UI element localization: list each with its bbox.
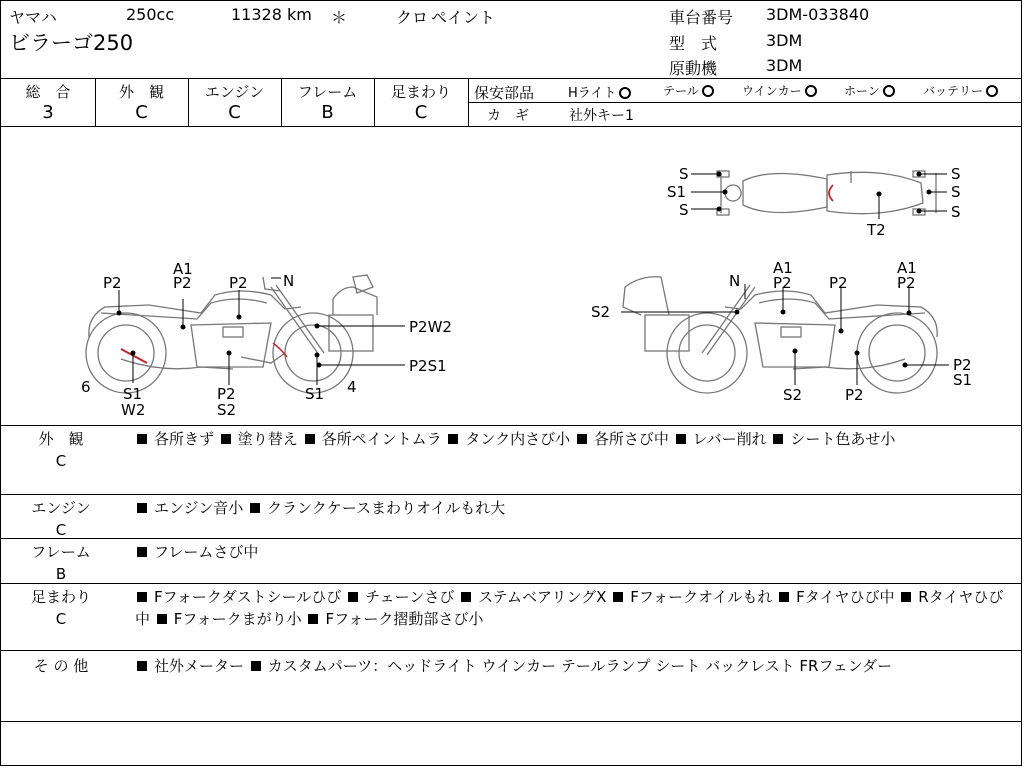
divider bbox=[1, 494, 1022, 495]
dl: 4 bbox=[347, 378, 357, 396]
dl: P2 bbox=[173, 274, 192, 292]
dl: P2 bbox=[229, 274, 248, 292]
engine-value: 3DM bbox=[766, 56, 803, 75]
mark: ＊ bbox=[331, 8, 348, 27]
maker: ヤマハ bbox=[9, 8, 57, 27]
safety-item-battery: バッテリー bbox=[923, 82, 998, 99]
safety-item-tail: テール bbox=[663, 82, 714, 99]
key-value: 社外キー1 bbox=[569, 108, 634, 124]
grade-exterior-label: 外 観 bbox=[118, 83, 164, 101]
dl: P2 bbox=[773, 274, 792, 292]
divider bbox=[468, 102, 1022, 103]
damage-diagram bbox=[1, 127, 1022, 425]
dl: P2W2 bbox=[409, 318, 452, 336]
mileage: 11328 km bbox=[231, 5, 312, 24]
displacement: 250cc bbox=[126, 5, 175, 24]
dl: S1 bbox=[667, 183, 687, 201]
grade-engine-value: C bbox=[228, 102, 241, 123]
left-side-bike bbox=[86, 275, 377, 393]
dl: N bbox=[283, 272, 295, 290]
dl: A1 bbox=[773, 259, 793, 277]
dl: S1 bbox=[123, 385, 143, 403]
dl: T2 bbox=[867, 221, 886, 239]
frame-no-label: 車台番号 bbox=[669, 8, 734, 27]
diagram-labels bbox=[81, 165, 972, 419]
damage-mark bbox=[829, 185, 833, 201]
divider bbox=[1, 78, 1022, 79]
dl: S bbox=[951, 183, 961, 201]
ok-circle-icon bbox=[619, 87, 631, 99]
divider bbox=[1, 538, 1022, 539]
ok-circle-icon bbox=[883, 85, 895, 97]
ok-circle-icon bbox=[805, 85, 817, 97]
dl: S2 bbox=[217, 401, 237, 419]
safety-item-horn: ホーン bbox=[844, 82, 895, 99]
divider bbox=[1, 583, 1022, 584]
section-frame-text: フレームさび中 bbox=[135, 541, 1005, 563]
paint: ペイント bbox=[431, 8, 496, 27]
divider bbox=[1, 425, 1022, 426]
dl: S2 bbox=[591, 303, 611, 321]
dl: S bbox=[679, 165, 689, 183]
dl: S bbox=[679, 201, 689, 219]
dl: P2 bbox=[953, 356, 972, 374]
leader-dots bbox=[117, 172, 932, 368]
dl: P2 bbox=[217, 385, 236, 403]
grade-frame-value: B bbox=[321, 102, 334, 123]
type-value: 3DM bbox=[766, 31, 803, 50]
divider bbox=[1, 721, 1022, 722]
top-view-bike bbox=[717, 171, 936, 215]
section-engine-label: エンジン C bbox=[31, 499, 91, 539]
section-frame-label: フレーム B bbox=[31, 543, 91, 583]
section-other-text: 社外メーター カスタムパーツ：ヘッドライト ウインカー テールランプ シート バックレスト FRフェンダー bbox=[135, 655, 1005, 677]
dl: A1 bbox=[897, 259, 917, 277]
safety-item-winker: ウインカー bbox=[742, 82, 817, 99]
section-exterior-text: 各所きず 塗り替え 各所ペイントムラ タンク内さび小 各所さび中 レバー削れ シート色あせ小 bbox=[135, 428, 1005, 450]
safety-item-headlight: Hライト bbox=[568, 82, 631, 101]
grade-suspension-value: C bbox=[414, 102, 428, 123]
dl: S1 bbox=[953, 371, 973, 389]
section-other-label: そ の 他 bbox=[33, 657, 89, 675]
dl: A1 bbox=[173, 260, 193, 278]
dl: P2 bbox=[103, 274, 122, 292]
grade-total-value: 3 bbox=[42, 102, 54, 123]
dl: P2S1 bbox=[409, 357, 447, 375]
engine-label: 原動機 bbox=[669, 59, 718, 78]
grade-total-label: 総 合 bbox=[25, 83, 71, 101]
type-label: 型 式 bbox=[669, 34, 718, 53]
section-suspension-label: 足まわり C bbox=[30, 588, 91, 628]
ok-circle-icon bbox=[702, 85, 714, 97]
model-name: ビラーゴ250 bbox=[9, 31, 134, 55]
dl: P2 bbox=[829, 274, 848, 292]
divider bbox=[1, 650, 1022, 651]
section-suspension-text: Fフォークダストシールひび チェーンさび ステムベアリングX Fフォークオイルもれ Fタイヤひび中 Rタイヤひび中 Fフォークまがり小 Fフォーク摺動部さび小 bbox=[135, 588, 1004, 628]
grade-suspension-label: 足まわり bbox=[390, 83, 451, 101]
grade-engine-label: エンジン bbox=[204, 83, 265, 101]
right-side-bike bbox=[623, 277, 937, 393]
dl: S bbox=[951, 165, 961, 183]
dl: W2 bbox=[121, 401, 146, 419]
dl: P2 bbox=[845, 386, 864, 404]
dl: S1 bbox=[305, 385, 325, 403]
dl: 6 bbox=[81, 378, 91, 396]
frame-no: 3DM-033840 bbox=[766, 5, 870, 24]
dl: P2 bbox=[897, 274, 916, 292]
section-engine-text: エンジン音小 クランクケースまわりオイルもれ大 bbox=[135, 497, 1005, 519]
dl: N bbox=[729, 272, 741, 290]
section-exterior-label: 外 観 C bbox=[38, 430, 84, 470]
key-label: カ ギ bbox=[487, 108, 529, 124]
dl: S bbox=[951, 203, 961, 221]
grade-frame-label: フレーム bbox=[297, 83, 358, 101]
safety-label: 保安部品 bbox=[474, 84, 535, 102]
grade-exterior-value: C bbox=[135, 102, 148, 123]
ok-circle-icon bbox=[986, 85, 998, 97]
color: クロ bbox=[396, 8, 429, 27]
divider bbox=[468, 78, 469, 126]
dl: S2 bbox=[783, 386, 803, 404]
